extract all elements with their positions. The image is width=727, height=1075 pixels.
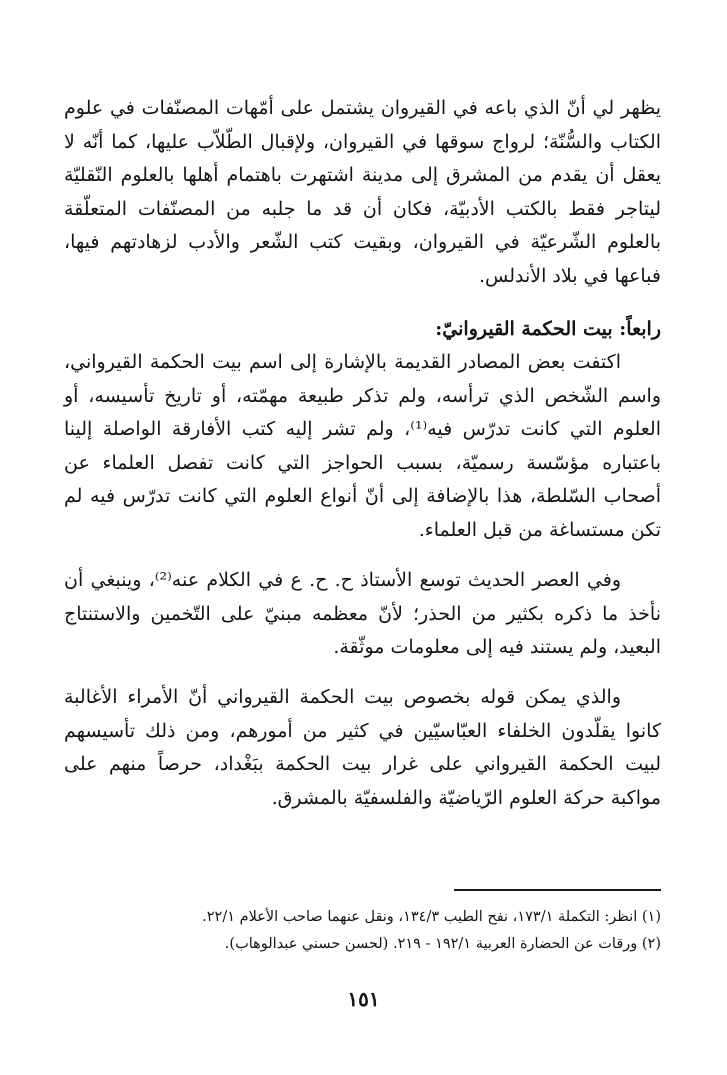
paragraph-2 — [64, 346, 661, 547]
paragraph-4-text: والذي يمكن قوله بخصوص بيت الحكمة القيرواني أنّ الأمراء الأغالبة كانوا يقلّدون الخلفاء العبّاسيّين في كثير من أمورهم، ومن ذلك تأسيسهم لبيت الحكمة القيرواني على غرار بيت الحكمة ببَغْداد، حرصاً منهم على مواكبة حركة العلوم الرّياضيّة والفلسفيّة بالمشرق. — [64, 686, 661, 809]
paragraph-1 — [64, 92, 661, 293]
page-number: ١٥١ — [347, 987, 380, 1011]
section-heading: رابعاً: بيت الحكمة القيروانيّ: — [435, 318, 661, 340]
footnote-divider — [454, 889, 661, 891]
paragraph-1-text: يظهر لي أنّ الذي باعه في القيروان يشتمل على أمّهات المصنّفات في علوم الكتاب والسُّنّة؛ لرواج سوقها في القيروان، ولإقبال الطّلاّب عليها، كما أنّه لا يعقل أن يقدم من المشرق إلى مدينة اشتهرت باهتمام أهلها بالعلوم النّقليّة ليتاجر فقط بالكتب الأدبيّة، فكان أن قد ما جلبه من المصنّفات المتعلّقة بالعلوم الشّرعيّة في القيروان، وبقيت كتب الشّعر والأدب لزهادتهم فيها، فباعها في بلاد الأندلس. — [64, 97, 661, 287]
paragraph-2-text: اكتفت بعض المصادر القديمة بالإشارة إلى اسم بيت الحكمة القيرواني، واسم الشّخص الذي ترأسه، ولم تذكر طبيعة مهمّته، أو تاريخ تأسيسه، أو العلوم التي كانت تدرّس فيه⁽¹⁾، ولم تشر إليه كتب الأفارقة الواصلة إلينا باعتباره مؤسّسة رسميّة، بسبب الحواجز التي كانت تفصل العلماء عن أصحاب السّلطة، هذا بالإضافة إلى أنّ أنواع العلوم التي كانت تدرّس فيه لم تكن مستساغة من قبل العلماء. — [64, 351, 661, 541]
footnote-2: (٢) ورقات عن الحضارة العربية ١٩٢/١ - ٢١٩. (لحسن حسني عبدالوهاب). — [224, 936, 661, 952]
paragraph-3-text: وفي العصر الحديث توسع الأستاذ ح. ح. ع في الكلام عنه⁽²⁾، وينبغي أن نأخذ ما ذكره بكثير من الحذر؛ لأنّ معظمه مبنيّ على التّخمين والاستنتاج البعيد، ولم يستند فيه إلى معلومات موثّقة. — [64, 569, 661, 658]
footnote-1: (١) انظر: التكملة ١٧٣/١، نفح الطيب ١٣٤/٣، ونقل عنهما صاحب الأعلام ٢٢/١. — [202, 909, 661, 925]
paragraph-4 — [64, 681, 661, 815]
footnotes — [41, 904, 661, 958]
paragraph-3 — [64, 564, 661, 665]
